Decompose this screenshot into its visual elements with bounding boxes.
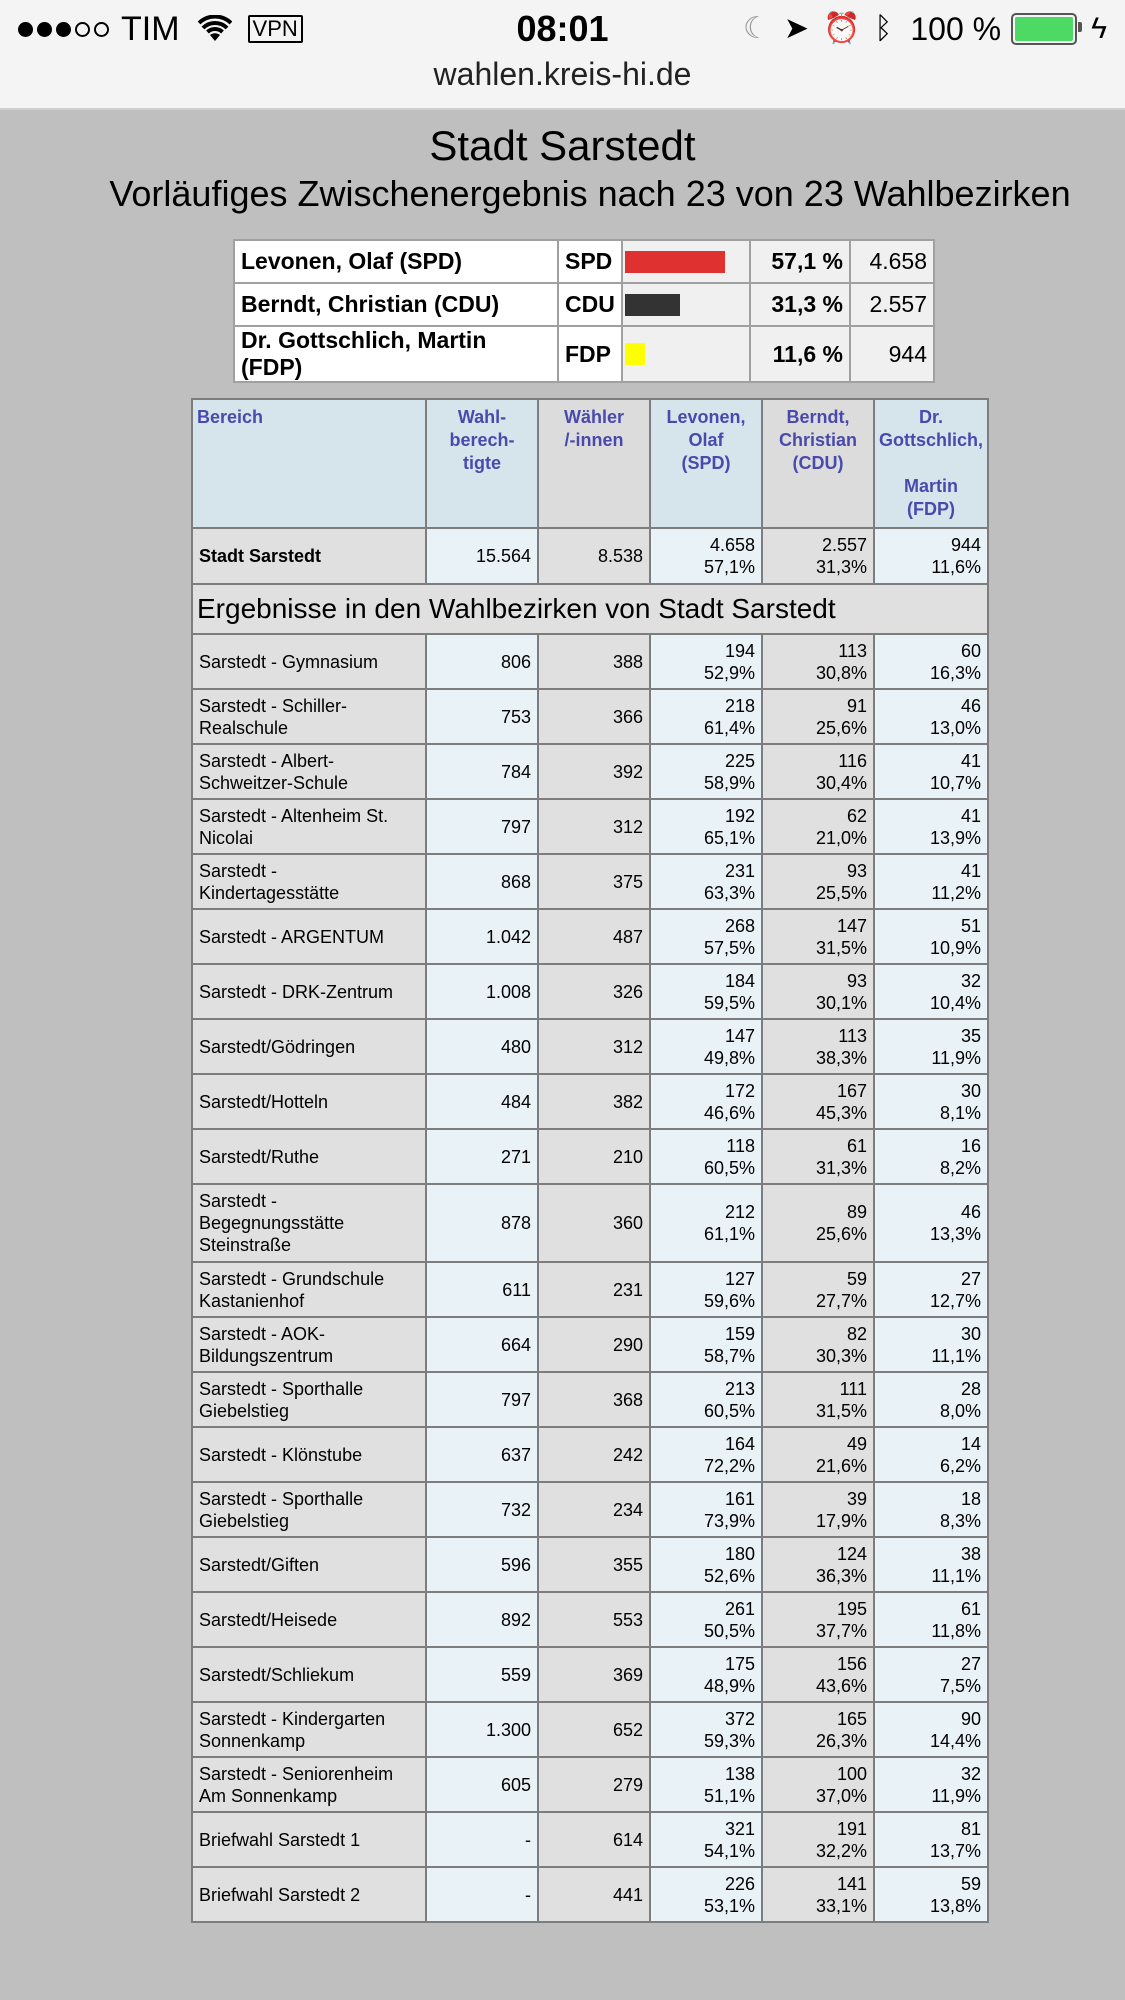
- district-row: [192, 1372, 988, 1427]
- district-name: Sarstedt - Sporthalle Giebelstieg: [192, 1372, 426, 1427]
- district-name: Sarstedt/Heisede: [192, 1592, 426, 1647]
- district-eligible: 753: [426, 689, 538, 744]
- district-candidate-1: 164 72,2%: [650, 1427, 762, 1482]
- district-candidate-3: 41 13,9%: [874, 799, 988, 854]
- district-candidate-2: 111 31,5%: [762, 1372, 874, 1427]
- results-table: [191, 398, 989, 1923]
- district-candidate-3: 81 13,7%: [874, 1812, 988, 1867]
- district-candidate-3: 60 16,3%: [874, 634, 988, 689]
- district-row: [192, 1757, 988, 1812]
- header-eligible: Wahl- berech- tigte: [426, 399, 538, 528]
- total-candidate-1: 4.658 57,1%: [650, 528, 762, 584]
- district-eligible: 806: [426, 634, 538, 689]
- district-candidate-3: 35 11,9%: [874, 1019, 988, 1074]
- summary-party: FDP: [558, 326, 622, 382]
- district-row: [192, 1867, 988, 1922]
- district-eligible: 596: [426, 1537, 538, 1592]
- district-voters: 290: [538, 1317, 650, 1372]
- district-voters: 355: [538, 1537, 650, 1592]
- district-row: [192, 634, 988, 689]
- alarm-clock-icon: ⏰: [823, 12, 861, 45]
- district-row: [192, 1019, 988, 1074]
- district-candidate-3: 90 14,4%: [874, 1702, 988, 1757]
- district-eligible: 271: [426, 1129, 538, 1184]
- district-eligible: 784: [426, 744, 538, 799]
- district-name: Sarstedt/Giften: [192, 1537, 426, 1592]
- district-candidate-3: 30 8,1%: [874, 1074, 988, 1129]
- district-candidate-1: 147 49,8%: [650, 1019, 762, 1074]
- page-title: Stadt Sarstedt: [429, 122, 696, 169]
- summary-candidate: Levonen, Olaf (SPD): [234, 240, 558, 283]
- district-candidate-3: 59 13,8%: [874, 1867, 988, 1922]
- moon-icon: ☾: [742, 12, 770, 45]
- district-candidate-3: 30 11,1%: [874, 1317, 988, 1372]
- district-name: Sarstedt - Schiller- Realschule: [192, 689, 426, 744]
- district-candidate-1: 192 65,1%: [650, 799, 762, 854]
- summary-bar-cell: [622, 326, 750, 382]
- district-candidate-3: 18 8,3%: [874, 1482, 988, 1537]
- header-voters: Wähler /-innen: [538, 399, 650, 528]
- district-candidate-2: 147 31,5%: [762, 909, 874, 964]
- district-eligible: 664: [426, 1317, 538, 1372]
- district-row: [192, 1317, 988, 1372]
- summary-percent: 57,1 %: [750, 240, 850, 283]
- district-candidate-3: 61 11,8%: [874, 1592, 988, 1647]
- district-name: Sarstedt - ARGENTUM: [192, 909, 426, 964]
- district-eligible: 797: [426, 799, 538, 854]
- district-candidate-1: 261 50,5%: [650, 1592, 762, 1647]
- district-candidate-2: 39 17,9%: [762, 1482, 874, 1537]
- total-area: Stadt Sarstedt: [192, 528, 426, 584]
- total-candidate-2: 2.557 31,3%: [762, 528, 874, 584]
- district-row: [192, 964, 988, 1019]
- district-candidate-3: 41 10,7%: [874, 744, 988, 799]
- district-candidate-3: 46 13,0%: [874, 689, 988, 744]
- district-candidate-2: 156 43,6%: [762, 1647, 874, 1702]
- district-candidate-2: 113 30,8%: [762, 634, 874, 689]
- district-row: [192, 1537, 988, 1592]
- district-candidate-1: 180 52,6%: [650, 1537, 762, 1592]
- district-voters: 369: [538, 1647, 650, 1702]
- district-voters: 441: [538, 1867, 650, 1922]
- district-candidate-3: 16 8,2%: [874, 1129, 988, 1184]
- district-candidate-1: 268 57,5%: [650, 909, 762, 964]
- total-eligible: 15.564: [426, 528, 538, 584]
- battery-icon: [1011, 13, 1077, 45]
- location-arrow-icon: ➤: [783, 12, 810, 45]
- district-eligible: 1.042: [426, 909, 538, 964]
- district-candidate-1: 118 60,5%: [650, 1129, 762, 1184]
- summary-bar: [625, 343, 645, 365]
- carrier-name: TIM: [121, 10, 180, 48]
- district-eligible: -: [426, 1812, 538, 1867]
- district-candidate-3: 27 7,5%: [874, 1647, 988, 1702]
- district-candidate-2: 62 21,0%: [762, 799, 874, 854]
- district-candidate-1: 225 58,9%: [650, 744, 762, 799]
- summary-candidate: Dr. Gottschlich, Martin (FDP): [234, 326, 558, 382]
- header-area: Bereich: [192, 399, 426, 528]
- district-row: [192, 1812, 988, 1867]
- district-candidate-2: 191 32,2%: [762, 1812, 874, 1867]
- district-candidate-1: 161 73,9%: [650, 1482, 762, 1537]
- header-candidate-1: Levonen, Olaf (SPD): [650, 399, 762, 528]
- district-eligible: 892: [426, 1592, 538, 1647]
- district-candidate-1: 372 59,3%: [650, 1702, 762, 1757]
- vpn-badge: VPN: [248, 15, 303, 43]
- district-eligible: 732: [426, 1482, 538, 1537]
- district-row: [192, 1647, 988, 1702]
- district-name: Sarstedt - Seniorenheim Am Sonnenkamp: [192, 1757, 426, 1812]
- district-candidate-1: 213 60,5%: [650, 1372, 762, 1427]
- district-candidate-1: 231 63,3%: [650, 854, 762, 909]
- district-candidate-1: 159 58,7%: [650, 1317, 762, 1372]
- district-name: Briefwahl Sarstedt 2: [192, 1867, 426, 1922]
- status-right: [729, 6, 1107, 52]
- district-name: Sarstedt - Grundschule Kastanienhof: [192, 1262, 426, 1317]
- district-candidate-2: 167 45,3%: [762, 1074, 874, 1129]
- district-voters: 366: [538, 689, 650, 744]
- district-candidate-1: 184 59,5%: [650, 964, 762, 1019]
- district-candidate-2: 124 36,3%: [762, 1537, 874, 1592]
- summary-row: [234, 326, 934, 382]
- district-name: Sarstedt - Klönstube: [192, 1427, 426, 1482]
- district-candidate-1: 321 54,1%: [650, 1812, 762, 1867]
- district-voters: 360: [538, 1184, 650, 1262]
- district-eligible: 797: [426, 1372, 538, 1427]
- district-voters: 368: [538, 1372, 650, 1427]
- summary-row: [234, 283, 934, 326]
- district-candidate-3: 46 13,3%: [874, 1184, 988, 1262]
- district-name: Sarstedt - Begegnungsstätte Steinstraße: [192, 1184, 426, 1262]
- district-candidate-2: 165 26,3%: [762, 1702, 874, 1757]
- district-name: Sarstedt - DRK-Zentrum: [192, 964, 426, 1019]
- district-voters: 279: [538, 1757, 650, 1812]
- district-row: [192, 799, 988, 854]
- district-row: [192, 854, 988, 909]
- district-candidate-2: 61 31,3%: [762, 1129, 874, 1184]
- header-candidate-2: Berndt, Christian (CDU): [762, 399, 874, 528]
- total-voters: 8.538: [538, 528, 650, 584]
- district-candidate-3: 32 10,4%: [874, 964, 988, 1019]
- district-row: [192, 1074, 988, 1129]
- summary-party: SPD: [558, 240, 622, 283]
- district-eligible: 611: [426, 1262, 538, 1317]
- district-name: Sarstedt - Sporthalle Giebelstieg: [192, 1482, 426, 1537]
- district-row: [192, 1262, 988, 1317]
- district-voters: 210: [538, 1129, 650, 1184]
- bluetooth-icon: ᛒ: [874, 12, 893, 45]
- summary-percent: 31,3 %: [750, 283, 850, 326]
- district-voters: 231: [538, 1262, 650, 1317]
- summary-party: CDU: [558, 283, 622, 326]
- district-name: Sarstedt/Hotteln: [192, 1074, 426, 1129]
- district-name: Sarstedt/Schliekum: [192, 1647, 426, 1702]
- district-candidate-2: 113 38,3%: [762, 1019, 874, 1074]
- district-candidate-2: 93 25,5%: [762, 854, 874, 909]
- district-name: Sarstedt - Kindergarten Sonnenkamp: [192, 1702, 426, 1757]
- district-name: Sarstedt - Gymnasium: [192, 634, 426, 689]
- district-row: [192, 1427, 988, 1482]
- district-voters: 312: [538, 799, 650, 854]
- district-name: Sarstedt/Ruthe: [192, 1129, 426, 1184]
- district-row: [192, 1184, 988, 1262]
- district-candidate-1: 212 61,1%: [650, 1184, 762, 1262]
- page-subtitle: Vorläufiges Zwischenergebnis nach 23 von 23 Wahlbezirken: [109, 173, 1071, 214]
- battery-percent: 100 %: [910, 11, 1002, 47]
- address-bar-url[interactable]: wahlen.kreis-hi.de: [433, 56, 692, 92]
- district-row: [192, 1129, 988, 1184]
- summary-bar: [625, 251, 725, 273]
- district-eligible: 1.008: [426, 964, 538, 1019]
- district-candidate-3: 32 11,9%: [874, 1757, 988, 1812]
- district-voters: 382: [538, 1074, 650, 1129]
- district-voters: 553: [538, 1592, 650, 1647]
- summary-row: [234, 240, 934, 283]
- district-row: [192, 1482, 988, 1537]
- district-eligible: 1.300: [426, 1702, 538, 1757]
- results-header-row: [192, 399, 988, 528]
- district-candidate-2: 141 33,1%: [762, 1867, 874, 1922]
- district-candidate-2: 89 25,6%: [762, 1184, 874, 1262]
- district-eligible: 480: [426, 1019, 538, 1074]
- district-candidate-2: 59 27,7%: [762, 1262, 874, 1317]
- charging-bolt-icon: ϟ: [1091, 12, 1107, 45]
- total-row: [192, 528, 988, 584]
- section-row: [192, 584, 988, 634]
- district-candidate-2: 82 30,3%: [762, 1317, 874, 1372]
- district-voters: 312: [538, 1019, 650, 1074]
- summary-votes: 944: [850, 326, 934, 382]
- district-voters: 652: [538, 1702, 650, 1757]
- district-candidate-3: 51 10,9%: [874, 909, 988, 964]
- district-candidate-1: 194 52,9%: [650, 634, 762, 689]
- summary-bar: [625, 294, 680, 316]
- district-voters: 326: [538, 964, 650, 1019]
- district-voters: 388: [538, 634, 650, 689]
- district-candidate-2: 49 21,6%: [762, 1427, 874, 1482]
- district-voters: 234: [538, 1482, 650, 1537]
- district-candidate-2: 116 30,4%: [762, 744, 874, 799]
- summary-bar-cell: [622, 240, 750, 283]
- district-row: [192, 689, 988, 744]
- district-eligible: 559: [426, 1647, 538, 1702]
- section-title: Ergebnisse in den Wahlbezirken von Stadt Sarstedt: [192, 584, 988, 634]
- district-name: Sarstedt - Albert- Schweitzer-Schule: [192, 744, 426, 799]
- district-name: Sarstedt - Altenheim St. Nicolai: [192, 799, 426, 854]
- district-candidate-2: 91 25,6%: [762, 689, 874, 744]
- district-voters: 375: [538, 854, 650, 909]
- district-eligible: 868: [426, 854, 538, 909]
- district-name: Sarstedt - AOK- Bildungszentrum: [192, 1317, 426, 1372]
- status-bar: [0, 0, 1125, 110]
- summary-bar-cell: [622, 283, 750, 326]
- district-name: Sarstedt/Gödringen: [192, 1019, 426, 1074]
- district-candidate-3: 41 11,2%: [874, 854, 988, 909]
- status-time: 08:01: [516, 8, 609, 49]
- summary-votes: 4.658: [850, 240, 934, 283]
- district-candidate-2: 100 37,0%: [762, 1757, 874, 1812]
- summary-percent: 11,6 %: [750, 326, 850, 382]
- district-voters: 242: [538, 1427, 650, 1482]
- district-candidate-3: 28 8,0%: [874, 1372, 988, 1427]
- district-candidate-3: 38 11,1%: [874, 1537, 988, 1592]
- district-candidate-1: 172 46,6%: [650, 1074, 762, 1129]
- district-eligible: 605: [426, 1757, 538, 1812]
- summary-candidate: Berndt, Christian (CDU): [234, 283, 558, 326]
- district-candidate-1: 138 51,1%: [650, 1757, 762, 1812]
- district-candidate-1: 175 48,9%: [650, 1647, 762, 1702]
- summary-votes: 2.557: [850, 283, 934, 326]
- district-eligible: 637: [426, 1427, 538, 1482]
- header-candidate-3: Dr. Gottschlich, Martin (FDP): [874, 399, 988, 528]
- total-candidate-3: 944 11,6%: [874, 528, 988, 584]
- district-candidate-1: 226 53,1%: [650, 1867, 762, 1922]
- district-voters: 392: [538, 744, 650, 799]
- district-voters: 614: [538, 1812, 650, 1867]
- district-candidate-2: 195 37,7%: [762, 1592, 874, 1647]
- district-row: [192, 1702, 988, 1757]
- summary-table: [233, 239, 935, 383]
- district-name: Sarstedt - Kindertagesstätte: [192, 854, 426, 909]
- district-eligible: -: [426, 1867, 538, 1922]
- district-voters: 487: [538, 909, 650, 964]
- district-row: [192, 909, 988, 964]
- district-candidate-3: 14 6,2%: [874, 1427, 988, 1482]
- district-candidate-2: 93 30,1%: [762, 964, 874, 1019]
- district-eligible: 484: [426, 1074, 538, 1129]
- district-name: Briefwahl Sarstedt 1: [192, 1812, 426, 1867]
- district-candidate-1: 218 61,4%: [650, 689, 762, 744]
- district-eligible: 878: [426, 1184, 538, 1262]
- district-candidate-3: 27 12,7%: [874, 1262, 988, 1317]
- district-candidate-1: 127 59,6%: [650, 1262, 762, 1317]
- district-row: [192, 1592, 988, 1647]
- district-row: [192, 744, 988, 799]
